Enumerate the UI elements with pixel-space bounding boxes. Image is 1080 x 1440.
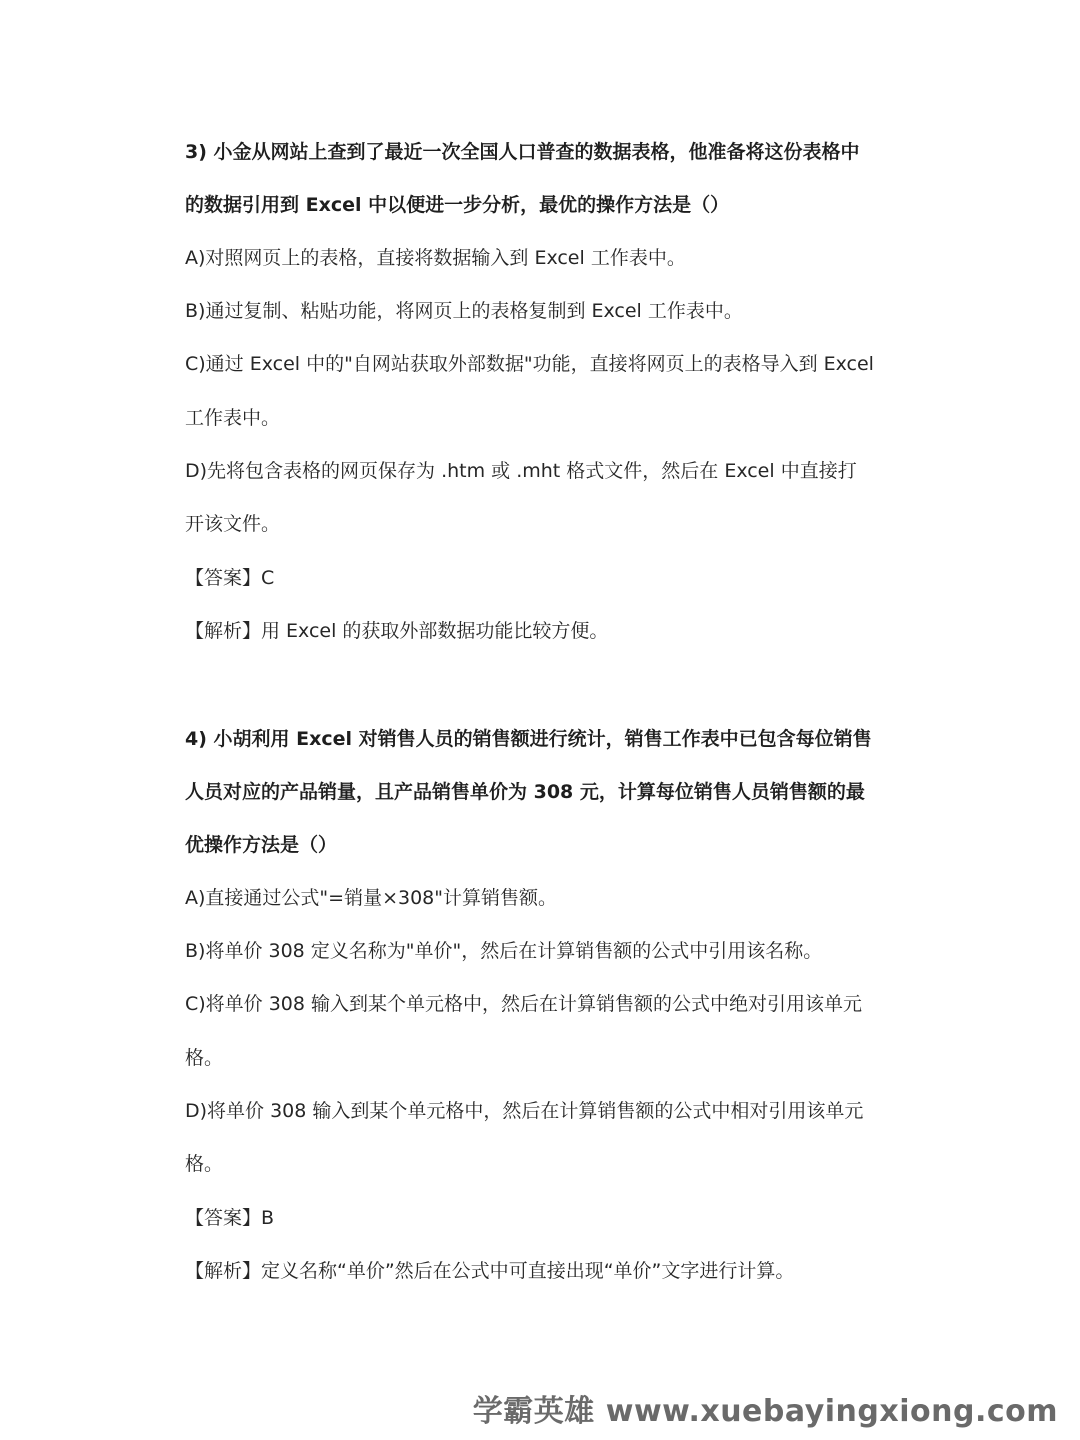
question-3-option-d-line-2: 开该文件。 (185, 513, 281, 535)
question-3-option-c-line-1: C)通过 Excel 中的"自网站获取外部数据"功能，直接将网页上的表格导入到 Excel (185, 353, 874, 375)
question-3-option-a: A)对照网页上的表格，直接将数据输入到 Excel 工作表中。 (185, 247, 686, 269)
question-3-option-b: B)通过复制、粘贴功能，将网页上的表格复制到 Excel 工作表中。 (185, 300, 743, 322)
question-4-option-c-line-1: C)将单价 308 输入到某个单元格中，然后在计算销售额的公式中绝对引用该单元 (185, 993, 863, 1015)
question-4-option-d-line-2: 格。 (185, 1153, 224, 1175)
question-4-option-d-line-1: D)将单价 308 输入到某个单元格中，然后在计算销售额的公式中相对引用该单元 (185, 1100, 864, 1122)
question-4-answer: 【答案】B (185, 1207, 275, 1229)
question-3-stem-line-1: 3) 小金从网站上查到了最近一次全国人口普查的数据表格，他准备将这份表格中 (185, 141, 860, 163)
question-4-analysis: 【解析】定义名称“单价”然后在公式中可直接出现“单价”文字进行计算。 (185, 1260, 795, 1282)
question-4-option-b: B)将单价 308 定义名称为"单价"，然后在计算销售额的公式中引用该名称。 (185, 940, 823, 962)
question-3-option-d-line-1: D)先将包含表格的网页保存为 .htm 或 .mht 格式文件，然后在 Excel 中直接打 (185, 460, 857, 482)
question-3-stem-line-2: 的数据引用到 Excel 中以便进一步分析，最优的操作方法是（） (185, 194, 730, 216)
question-3-answer: 【答案】C (185, 567, 275, 589)
question-4-stem-line-1: 4) 小胡利用 Excel 对销售人员的销售额进行统计，销售工作表中已包含每位销售 (185, 728, 872, 750)
question-3-option-c-line-2: 工作表中。 (185, 407, 281, 429)
question-3-analysis: 【解析】用 Excel 的获取外部数据功能比较方便。 (185, 620, 609, 642)
question-4-stem-line-3: 优操作方法是（） (185, 834, 338, 856)
question-4-stem-line-2: 人员对应的产品销量，且产品销售单价为 308 元，计算每位销售人员销售额的最 (185, 781, 865, 803)
site-watermark: 学霸英雄 www.xuebayingxiong.com (472, 1394, 1058, 1429)
question-4-option-c-line-2: 格。 (185, 1047, 224, 1069)
question-4-option-a: A)直接通过公式"=销量×308"计算销售额。 (185, 887, 557, 909)
